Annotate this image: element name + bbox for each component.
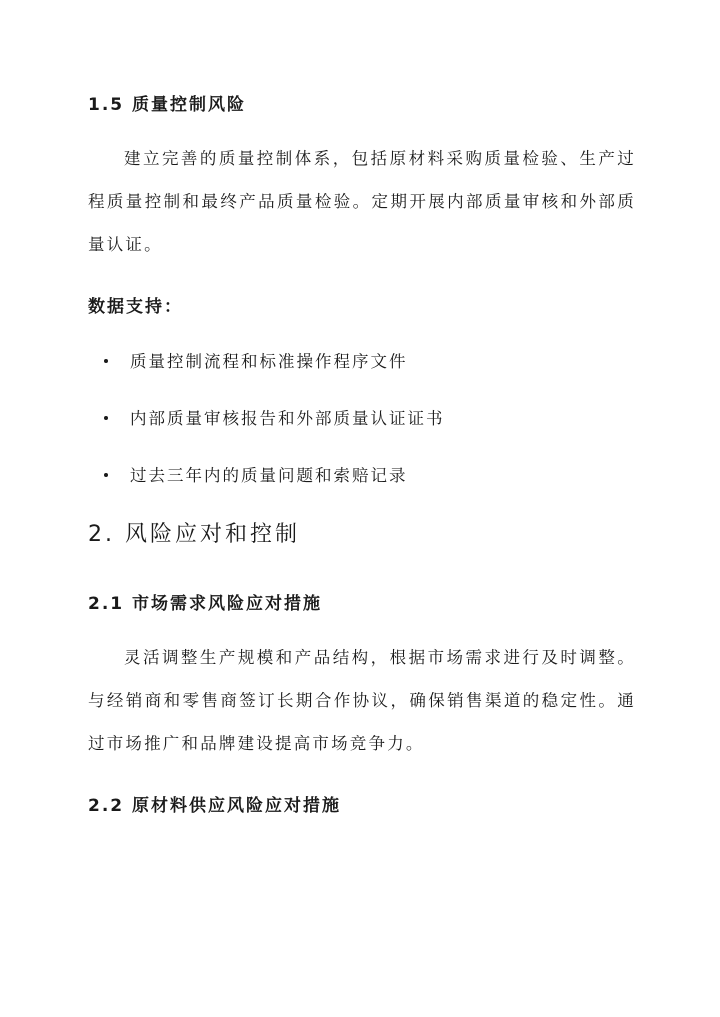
section-1-5-paragraph: 建立完善的质量控制体系，包括原材料采购质量检验、生产过程质量控制和最终产品质量检验。定期开展内部质量审核和外部质量认证。	[88, 149, 636, 254]
list-item-text: 内部质量审核报告和外部质量认证证书	[130, 409, 445, 428]
section-2-1-paragraph: 灵活调整生产规模和产品结构，根据市场需求进行及时调整。与经销商和零售商签订长期合作协议，确保销售渠道的稳定性。通过市场推广和品牌建设提高市场竞争力。	[88, 648, 636, 753]
list-item-text: 质量控制流程和标准操作程序文件	[130, 352, 408, 371]
list-item	[104, 348, 408, 372]
bullet-icon	[104, 473, 108, 477]
list-item	[104, 462, 408, 486]
data-support-label: 数据支持：	[88, 297, 183, 317]
list-item-text: 过去三年内的质量问题和索赔记录	[130, 466, 408, 485]
section-1-5-heading: 1.5 质量控制风险	[88, 95, 247, 115]
section-2-2-heading: 2.2 原材料供应风险应对措施	[88, 796, 342, 816]
bullet-icon	[104, 416, 108, 420]
list-item	[104, 405, 445, 429]
section-2-heading: 2. 风险应对和控制	[88, 522, 300, 547]
bullet-icon	[104, 359, 108, 363]
section-2-1-heading: 2.1 市场需求风险应对措施	[88, 594, 323, 614]
